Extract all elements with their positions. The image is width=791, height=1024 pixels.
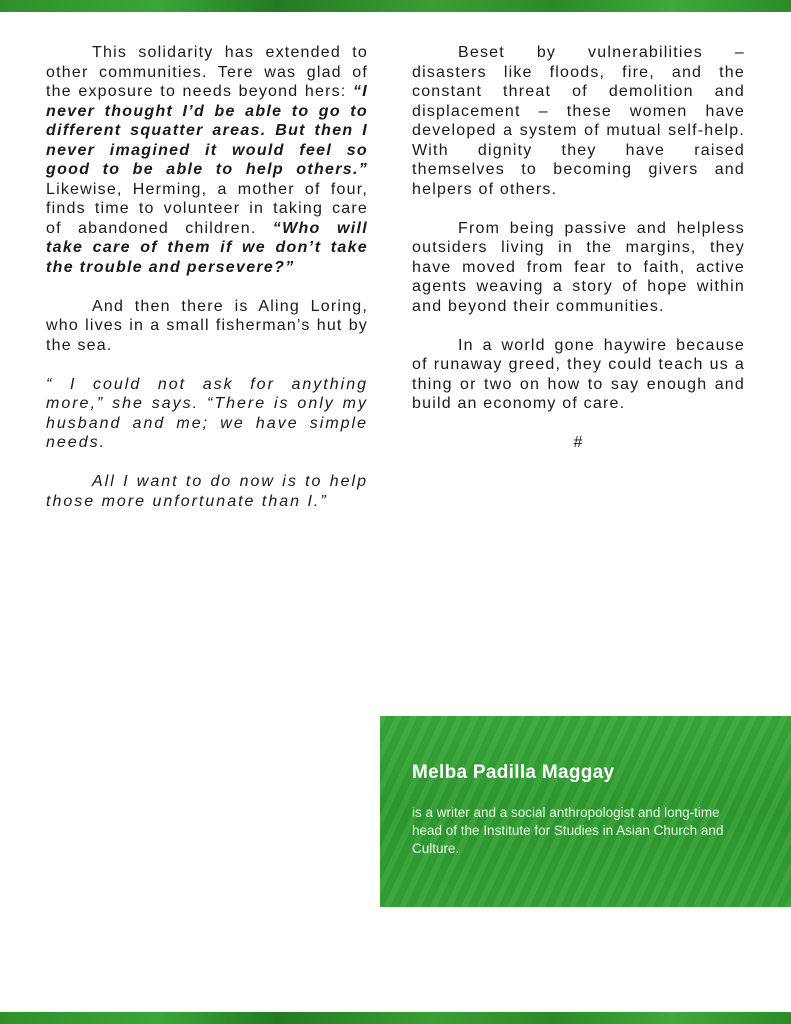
paragraph-solidarity [46, 43, 368, 277]
left-column [46, 43, 368, 531]
paragraph-text: This solidarity has extended to other communities. Tere was glad of the exposure to needs beyond hers: [46, 44, 368, 100]
author-description: is a writer and a social anthropologist and long-time head of the Institute for Studies in Asian Church and Culture. [412, 805, 724, 856]
quote-aling-loring-2: All I want to do now is to help those more unfortunate than I.” [46, 473, 368, 510]
paragraph-text: Likewise, Herming, a mother of four, finds time to volunteer in taking care of abandoned children. [46, 180, 368, 237]
top-decorative-band [0, 0, 791, 12]
end-mark: # [573, 434, 584, 451]
paragraph-aling-loring: And then there is Aling Loring, who lives in a small fisherman’s hut by the sea. [46, 297, 368, 354]
quote-herming: “Who will take care of them if we don’t take the trouble and persevere?” [46, 219, 369, 276]
right-column [412, 43, 745, 453]
author-bio-box [380, 716, 791, 907]
paragraph-world-haywire: In a world gone haywire because of runaway greed, they could teach us a thing or two on how to say enough and build an economy of care. [412, 336, 745, 412]
quote-aling-loring-1: “ I could not ask for anything more,” she says. “There is only my husband and me; we have simple needs. [46, 375, 368, 451]
author-name: Melba Padilla Maggay [412, 762, 615, 783]
paragraph-vulnerabilities: Beset by vulnerabilities – disasters like floods, fire, and the constant threat of demolition and displacement – these women have developed a system of mutual self-help. With dignity they have raised themselves to becoming givers and helpers of others. [412, 44, 745, 198]
bottom-decorative-band [0, 1012, 791, 1024]
quote-tere: “I never thought I’d be able to go to different squatter areas. But then I never imagined it would feel so good to be able to help others.” [46, 83, 368, 178]
paragraph-passive-helpless: From being passive and helpless outsiders living in the margins, they have moved from fear to faith, active agents weaving a story of hope within and beyond their communities. [412, 219, 745, 315]
